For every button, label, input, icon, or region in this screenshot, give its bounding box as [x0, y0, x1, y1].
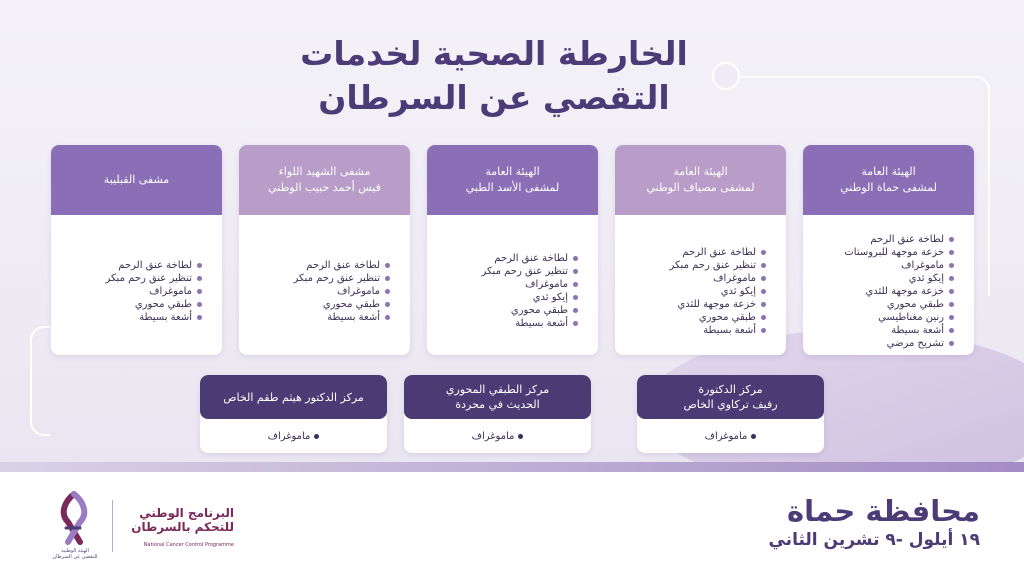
center-card — [404, 375, 591, 453]
service-item: لطاخة عنق الرحم — [245, 259, 390, 272]
service-item: خزعة موجهة للثدي — [809, 285, 954, 298]
card-header: مشفى القبليبة — [51, 145, 222, 215]
connector-line — [30, 326, 50, 436]
service-item: خزعة موجهة للثدي — [621, 298, 766, 311]
service-item: أشعة بسيطة — [621, 324, 766, 337]
campaign-dates: ١٩ أيلول -٩ تشرين الثاني — [768, 530, 980, 550]
center-card — [200, 375, 387, 453]
service-item: أشعة بسيطة — [809, 324, 954, 337]
card-header: الهيئة العامة لمشفى الأسد الطبي — [427, 145, 598, 215]
bullet-icon — [751, 434, 756, 439]
center-service — [200, 419, 387, 453]
center-service — [404, 419, 591, 453]
service-item: ماموغراف — [704, 430, 748, 442]
services-list — [239, 215, 410, 355]
decorative-circle — [712, 62, 740, 90]
title-line-1: الخارطة الصحية لخدمات — [300, 34, 688, 73]
page-title — [284, 32, 704, 120]
service-item: ماموغراف — [809, 259, 954, 272]
service-item: تشريح مرضي — [809, 337, 954, 350]
service-item: طبقي محوري — [433, 304, 578, 317]
service-item: طبقي محوري — [621, 311, 766, 324]
services-list — [427, 215, 598, 355]
service-item: طبقي محوري — [245, 298, 390, 311]
center-header: مركز الطبقي المحوري الحديث في محردة — [404, 375, 591, 419]
service-item: ماموغراف — [433, 278, 578, 291]
logo-divider — [112, 500, 113, 552]
service-item: لطاخة عنق الرحم — [809, 233, 954, 246]
emblem-caption: الهيئة الوطنية للتقصي عن السرطان — [52, 548, 98, 560]
service-item: تنظير عنق رحم مبكر — [621, 259, 766, 272]
region-title: محافظة حماة — [786, 494, 980, 528]
service-item: خزعة موجهة للبروستات — [809, 246, 954, 259]
service-item: لطاخة عنق الرحم — [57, 259, 202, 272]
service-item: رنين مغناطيسي — [809, 311, 954, 324]
service-item: ماموغراف — [471, 430, 515, 442]
service-item: لطاخة عنق الرحم — [621, 246, 766, 259]
hospital-card — [239, 145, 410, 355]
service-item: ماموغراف — [267, 430, 311, 442]
service-item: أشعة بسيطة — [57, 311, 202, 324]
decorative-band — [0, 462, 1024, 472]
center-header: مركز الدكتورة رفيف تركاوي الخاص — [637, 375, 824, 419]
title-line-2: التقصي عن السرطان — [318, 78, 670, 117]
card-header: مشفى الشهيد اللواء فيس أحمد حبيب الوطني — [239, 145, 410, 215]
services-list — [803, 215, 974, 355]
center-service — [637, 419, 824, 453]
bullet-icon — [314, 434, 319, 439]
service-item: لطاخة عنق الرحم — [433, 252, 578, 265]
service-item: طبقي محوري — [809, 298, 954, 311]
hospital-card — [615, 145, 786, 355]
service-item: إيكو ثدي — [621, 285, 766, 298]
service-item: ماموغراف — [621, 272, 766, 285]
service-item: إيكو ثدي — [433, 291, 578, 304]
bullet-icon — [518, 434, 523, 439]
center-header: مركز الدكتور هيثم طقم الخاص — [200, 375, 387, 419]
service-item: تنظير عنق رحم مبكر — [433, 265, 578, 278]
hospital-card — [803, 145, 974, 355]
service-item: إيكو ثدي — [809, 272, 954, 285]
center-card — [637, 375, 824, 453]
program-name: البرنامج الوطني للتحكم بالسرطان — [131, 506, 234, 534]
hospital-card — [427, 145, 598, 355]
card-header: الهيئة العامة لمشفى حماة الوطني — [803, 145, 974, 215]
card-header: الهيئة العامة لمشفى مصياف الوطني — [615, 145, 786, 215]
hospital-card — [51, 145, 222, 355]
service-item: ماموغراف — [57, 285, 202, 298]
service-item: ماموغراف — [245, 285, 390, 298]
service-item: أشعة بسيطة — [433, 317, 578, 330]
services-list — [51, 215, 222, 355]
service-item: طبقي محوري — [57, 298, 202, 311]
service-item: تنظير عنق رحم مبكر — [245, 272, 390, 285]
services-list — [615, 215, 786, 355]
program-name-english: National Cancer Control Programme — [143, 542, 234, 548]
service-item: أشعة بسيطة — [245, 311, 390, 324]
service-item: تنظير عنق رحم مبكر — [57, 272, 202, 285]
